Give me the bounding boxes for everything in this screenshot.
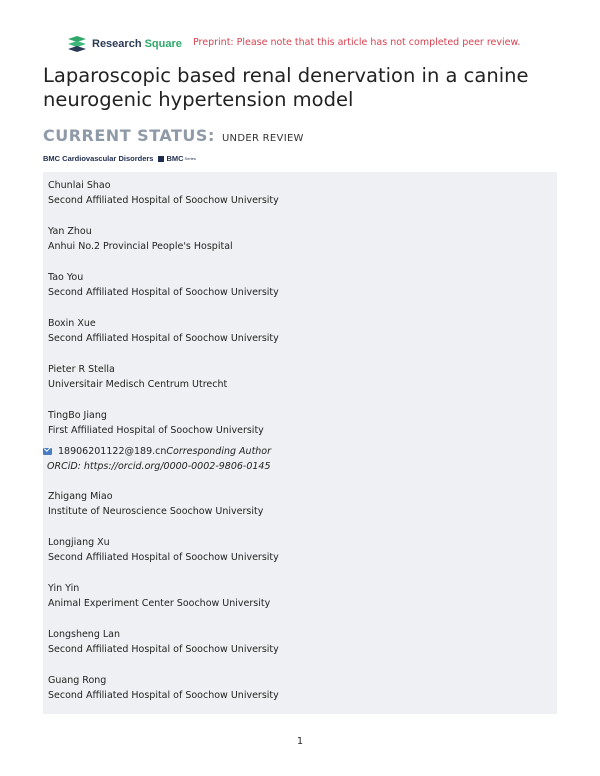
corresponding-author-label: Corresponding Author (166, 446, 272, 457)
author-entry (48, 489, 263, 519)
orcid-link[interactable]: ORCiD: https://orcid.org/0000-0002-9806-0145 (47, 461, 271, 472)
author-entry (48, 581, 270, 611)
author-name: Longsheng Lan (48, 629, 121, 640)
bmc-logo-icon (158, 156, 164, 162)
authors-panel (43, 172, 557, 714)
author-affiliation: Universitair Medisch Centrum Utrecht (48, 379, 228, 390)
author-affiliation: Second Affiliated Hospital of Soochow University (48, 333, 279, 344)
status-label: CURRENT STATUS: (43, 126, 215, 145)
author-name: Zhigang Miao (48, 491, 113, 502)
corresponding-email[interactable]: 18906201122@189.cn (58, 446, 167, 457)
author-entry (48, 362, 227, 392)
author-name: Chunlai Shao (48, 180, 111, 191)
journal-series: Series (184, 156, 196, 161)
logo-text: Research Square (92, 38, 182, 50)
author-name: Yan Zhou (48, 226, 92, 237)
current-status (43, 126, 304, 145)
author-entry (48, 316, 279, 346)
author-name: Pieter R Stella (48, 364, 115, 375)
author-affiliation: Animal Experiment Center Soochow University (48, 598, 271, 609)
author-affiliation: Anhui No.2 Provincial People's Hospital (48, 241, 233, 252)
author-name: Boxin Xue (48, 318, 96, 329)
status-value: UNDER REVIEW (221, 133, 304, 144)
email-row (43, 444, 271, 459)
author-affiliation: Second Affiliated Hospital of Soochow University (48, 195, 279, 206)
preprint-note: Preprint: Please note that this article has not completed peer review. (193, 37, 521, 48)
author-entry (48, 178, 279, 208)
author-name: Tao You (48, 272, 84, 283)
author-affiliation: First Affiliated Hospital of Soochow University (48, 425, 264, 436)
page-header (66, 34, 566, 54)
corresponding-author-contact (43, 444, 271, 474)
author-entry (48, 270, 279, 300)
author-affiliation: Second Affiliated Hospital of Soochow University (48, 690, 279, 701)
author-entry (48, 627, 279, 657)
mail-icon (43, 448, 52, 455)
page-number: 1 (296, 736, 304, 747)
research-square-logo-icon (66, 35, 88, 53)
author-name: Yin Yin (48, 583, 80, 594)
author-name: TingBo Jiang (48, 410, 107, 421)
article-title: Laparoscopic based renal denervation in a canine neurogenic hypertension model (43, 64, 529, 111)
author-name: Longjiang Xu (48, 537, 110, 548)
author-affiliation: Second Affiliated Hospital of Soochow University (48, 552, 279, 563)
research-square-logo[interactable] (66, 34, 182, 54)
author-entry (48, 535, 279, 565)
author-entry (48, 224, 233, 254)
author-entry (48, 408, 264, 438)
author-affiliation: Second Affiliated Hospital of Soochow University (48, 644, 279, 655)
author-affiliation: Institute of Neuroscience Soochow University (48, 506, 264, 517)
journal-branding (43, 154, 196, 163)
journal-name: BMC Cardiovascular Disorders (43, 154, 154, 163)
author-affiliation: Second Affiliated Hospital of Soochow University (48, 287, 279, 298)
author-entry (48, 673, 279, 703)
journal-publisher: BMC (166, 154, 184, 163)
author-name: Guang Rong (48, 675, 107, 686)
